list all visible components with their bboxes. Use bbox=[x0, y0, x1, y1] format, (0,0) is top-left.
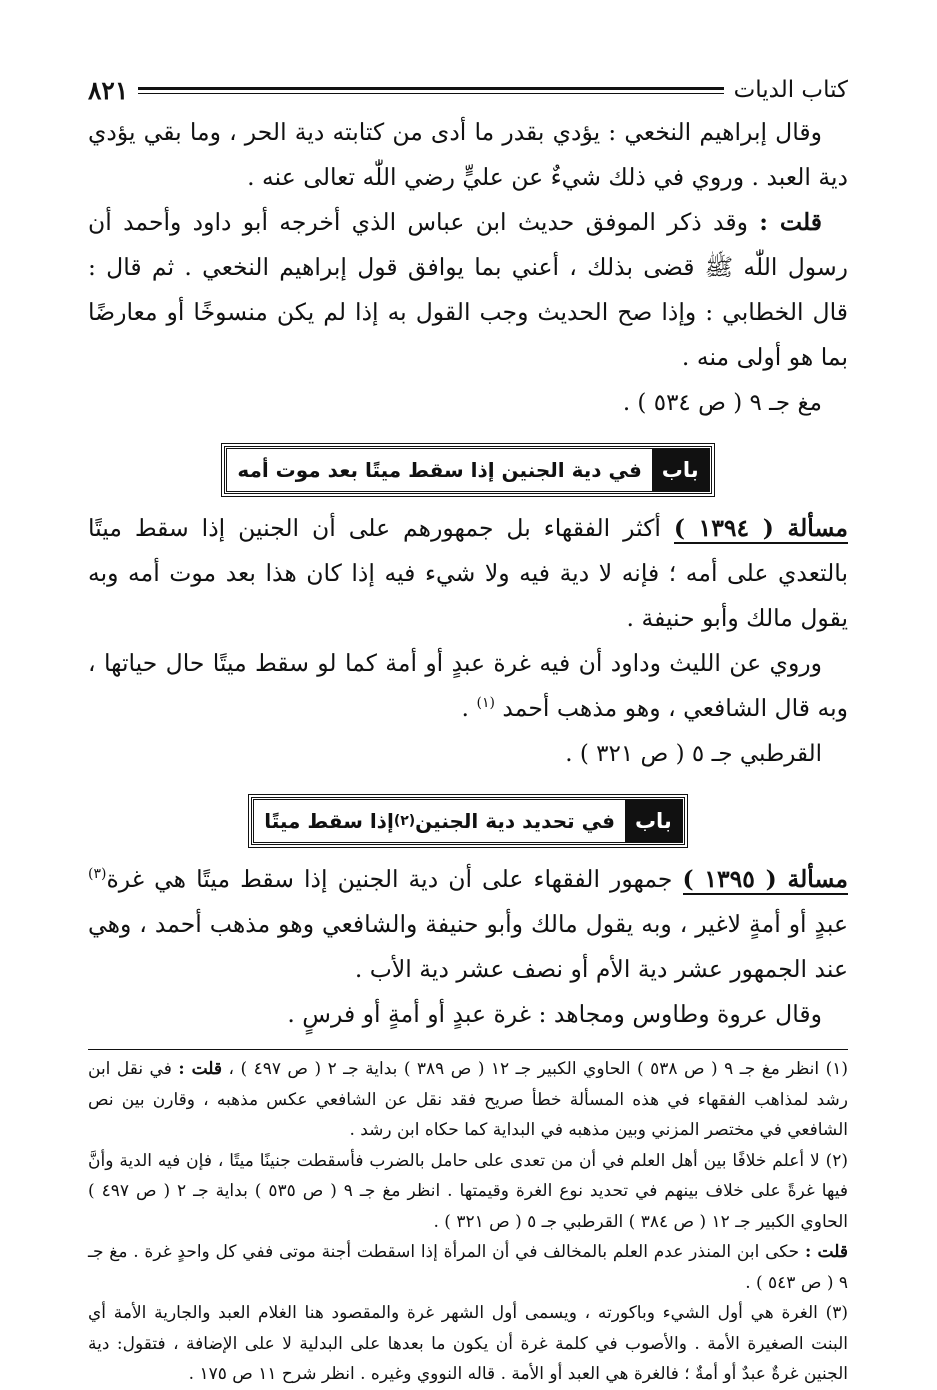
section-1-heading bbox=[88, 446, 848, 494]
qult-label: قلت : bbox=[759, 208, 823, 236]
page-header bbox=[88, 70, 848, 110]
masala-1394-label: مسألة ( ١٣٩٤ ) bbox=[673, 514, 849, 542]
footnote-1-qult-label: قلت : bbox=[178, 1059, 223, 1079]
masala-1394 bbox=[88, 506, 848, 641]
footnote-marker-1: (١) bbox=[476, 695, 495, 712]
intro-paragraph-1: وقال إبراهيم النخعي : يؤدي بقدر ما أدى من كتابته دية الحر ، وما بقي يؤدي دية العبد . وروي في ذلك شيءٌ عن عليٍّ رضي اللّٰه تعالى عنه . bbox=[88, 118, 848, 191]
section-1-paragraph-2-text: وروي عن الليث وداود أن فيه غرة عبدٍ أو أمة كما لو سقط ميتًا حال حياتها ، وبه قال الشافعي ، وهو مذهب أحمد bbox=[88, 649, 848, 722]
intro-reference: مغ جـ ٩ ( ص ٥٣٤ ) . bbox=[622, 390, 822, 416]
section-1-paragraph-2-end: . bbox=[461, 694, 477, 722]
footnote-1 bbox=[88, 1054, 848, 1146]
footnote-3: (٣) الغرة هي أول الشيء وباكورته ، ويسمى أول الشهر غرة والمقصود هنا الغلام العبد والجارية الأمة أي البنت الصغيرة الأمة . والأصوب في كلمة غرة أن يكون ما بعدها على البدلية لا على الإضافة ، فتقول: دية الجنين غرةٌ عبدٌ أو أمةٌ ؛ فالغرة هي العبد أو الأمة . قاله النووي وغيره . انظر شرح ١١ ص ١٧٥ . bbox=[88, 1303, 848, 1384]
section-2-heading bbox=[88, 797, 848, 845]
section-1-reference: القرطبي جـ ٥ ( ص ٣٢١ ) . bbox=[565, 741, 822, 767]
section-1-title: في دية الجنين إذا سقط ميتًا بعد موت أمه bbox=[237, 458, 642, 482]
section-2-title-b: إذا سقط ميتًا bbox=[264, 809, 394, 833]
section-2-paragraph-2: وقال عروة وطاوس ومجاهد : غرة عبدٍ أو أمةٍ أو فرسٍ . bbox=[287, 1000, 822, 1028]
footnote-2-note-text: حكى ابن المنذر عدم العلم بالمخالف في أن المرأة إذا اسقطت أجنة موتى ففي كل واحدٍ غرة . مغ جـ ٩ ( ص ٥٤٣ ) . bbox=[88, 1242, 848, 1293]
footnote-2-note bbox=[88, 1237, 848, 1298]
footnote-2: (٢) لا أعلم خلافًا بين أهل العلم في أن من تعدى على حامل بالضرب فأسقطت جنينًا ميتًا ، فإن فيه الدية وأنَّ فيها غرةً على خلاف بينهم في تحديد نوع الغرة وقيمتها . انظر مغ جـ ٩ ( ص ٥٣٥ ) بداية جـ ٢ ( ص ٤٩٧ ) الحاوي الكبير جـ ١٢ ( ص ٣٨٤ ) القرطبي جـ ٥ ( ص ٣٢١ ) . bbox=[88, 1150, 848, 1232]
section-1-bab-label: باب bbox=[652, 449, 709, 491]
footnote-marker-3: (٣) bbox=[88, 866, 107, 883]
masala-1395-text-a: جمهور الفقهاء على أن دية الجنين إذا سقط ميتًا هي غرة bbox=[106, 865, 683, 893]
footnotes bbox=[88, 1049, 848, 1390]
section-2-title: في تحديد دية الجنين (٢) إذا سقط ميتًا bbox=[264, 809, 615, 833]
masala-1395 bbox=[88, 857, 848, 992]
masala-1395-text-b: عبدٍ أو أمةٍ لاغير ، وبه يقول مالك وأبو حنيفة والشافعي وهو مذهب أحمد ، وهي عند الجمهور عشر دية الأم أو نصف عشر دية الأب . bbox=[88, 910, 848, 983]
header-rule bbox=[138, 87, 723, 94]
intro-paragraph-2 bbox=[88, 200, 848, 380]
footnote-1-text-b: في نقل ابن رشد لمذاهب الفقهاء في هذه المسألة خطأ صريح فقد نقل عن الشافعي عكس مذهبه ، وقارن بين نص الشافعي في مختصر المزني وبين مذهبه في البداية كما حكاه ابن رشد . bbox=[88, 1059, 848, 1140]
chapter-title: كتاب الديات bbox=[733, 77, 848, 103]
section-1-paragraph-2 bbox=[88, 641, 848, 731]
section-1-banner bbox=[224, 446, 711, 494]
masala-1395-label: مسألة ( ١٣٩٥ ) bbox=[682, 865, 848, 893]
section-2-banner bbox=[251, 797, 685, 845]
intro-paragraph-2-text: وقد ذكر الموفق حديث ابن عباس الذي أخرجه أبو داود وأحمد أن رسول اللّٰه ﷺ قضى بذلك ، أعني بما يوافق قول إبراهيم النخعي . ثم قال : قال الخطابي : وإذا صح الحديث وجب القول به إذا لم يكن منسوخًا أو معارضًا بما هو أولى منه . bbox=[88, 208, 848, 371]
footnote-2-qult-label: قلت : bbox=[804, 1242, 848, 1262]
section-2-bab-label: باب bbox=[625, 800, 682, 842]
page bbox=[88, 70, 848, 1390]
masala-1394-text: أكثر الفقهاء بل جمهورهم على أن الجنين إذا سقط ميتًا بالتعدي على أمه ؛ فإنه لا دية فيه ولا شيء فيه إذا كان هذا بعد موت أمه وبه يقول مالك وأبو حنيفة . bbox=[88, 514, 848, 632]
section-2-title-a: في تحديد دية الجنين bbox=[415, 809, 615, 833]
footnote-1-text-a: (١) انظر مغ جـ ٩ ( ص ٥٣٨ ) الحاوي الكبير جـ ١٢ ( ص ٣٨٩ ) بداية جـ ٢ ( ص ٤٩٧ ) ، bbox=[222, 1059, 849, 1079]
page-number: ٨٢١ bbox=[88, 75, 129, 105]
